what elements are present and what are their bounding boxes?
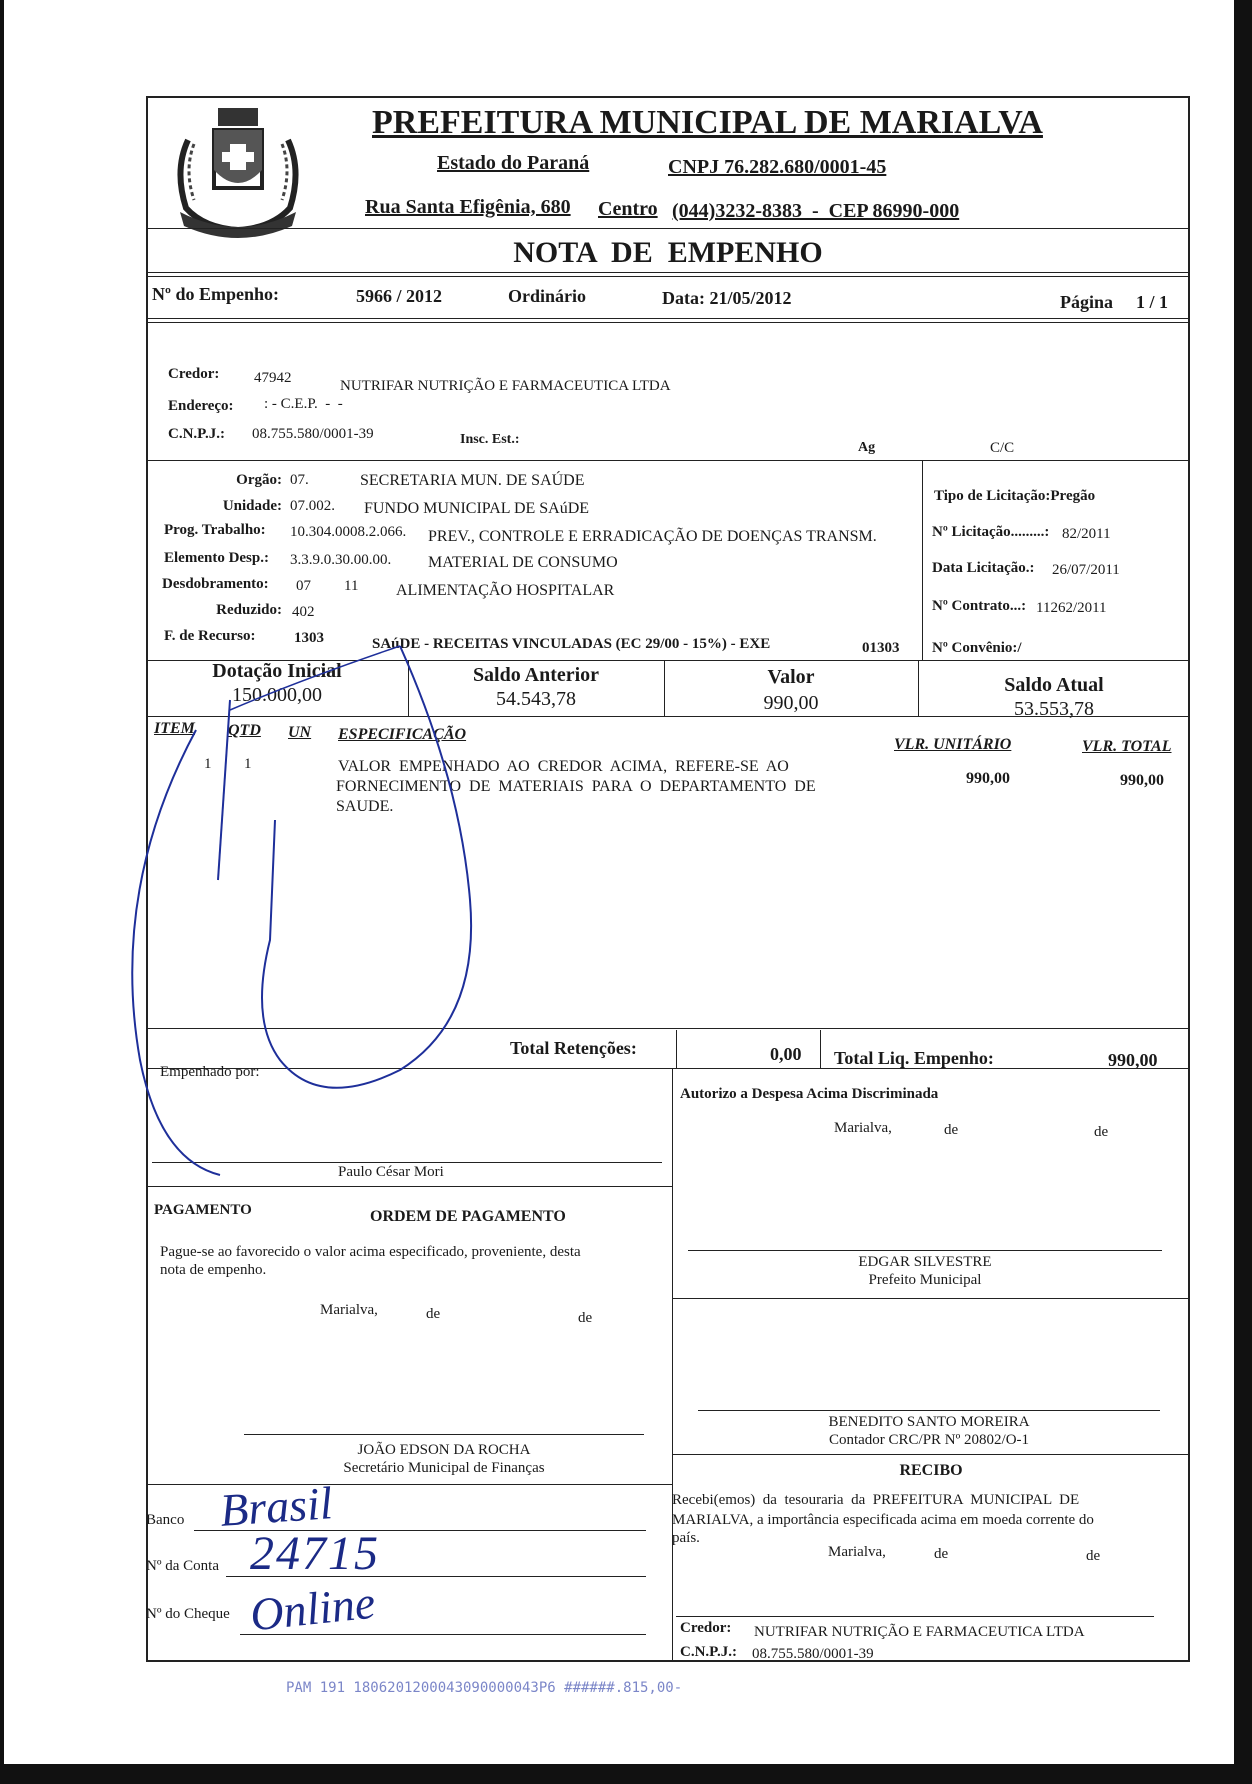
item-qtd: 1 (244, 756, 252, 772)
autorizo-de1: de (944, 1122, 959, 1138)
retencoes-value: 0,00 (770, 1044, 802, 1064)
signature-line (676, 1616, 1154, 1617)
col-item: ITEM (154, 720, 195, 737)
dotacao-label: Dotação Inicial (212, 660, 342, 682)
conta-handwritten: 24715 (250, 1527, 380, 1580)
recurso-value: SAúDE - RECEITAS VINCULADAS (EC 29/00 - 15%) - EXE (372, 636, 771, 652)
licitacao-data-label: Data Licitação.: (932, 560, 1035, 576)
divider (146, 460, 1190, 461)
saldo-anterior-value: 54.543,78 (496, 688, 576, 710)
recurso-label: F. de Recurso: (164, 628, 256, 644)
recibo-text2: MARIALVA, a importância especificada acima em moeda corrente do (672, 1512, 1094, 1528)
item-spec-line2: FORNECIMENTO DE MATERIAIS PARA O DEPARTAMENTO DE (336, 778, 816, 795)
endereco-label: Endereço: (168, 398, 234, 414)
coat-of-arms-icon (164, 100, 312, 240)
recibo-credor-label: Credor: (680, 1620, 732, 1636)
pagamento-place: Marialva, (320, 1302, 378, 1318)
divider (146, 318, 1190, 319)
desd-value: ALIMENTAÇÃO HOSPITALAR (396, 582, 615, 599)
contador-role: Contador CRC/PR Nº 20802/O-1 (828, 1432, 1030, 1448)
col-unit: VLR. UNITÁRIO (894, 736, 1012, 753)
cnpj-label: C.N.P.J.: (168, 426, 225, 442)
item-unit-price: 990,00 (966, 770, 1010, 787)
pagamento-text1: Pague-se ao favorecido o valor acima especificado, proveniente, desta (160, 1244, 581, 1260)
liq-empenho-value: 990,00 (1108, 1050, 1158, 1070)
empenhado-name: Paulo César Mori (338, 1164, 444, 1180)
recibo-text1: Recebi(emos) da tesouraria da PREFEITURA MUNICIPAL DE (672, 1492, 1080, 1508)
saldo-anterior-label: Saldo Anterior (472, 664, 600, 686)
empenho-type: Ordinário (508, 286, 587, 306)
reduzido-label: Reduzido: (216, 602, 282, 618)
elem-label: Elemento Desp.: (164, 550, 269, 566)
col-un: UN (288, 724, 312, 741)
recurso-code2: 01303 (862, 640, 900, 656)
pagamento-text2: nota de empenho. (160, 1262, 267, 1278)
page-number: 1 / 1 (1136, 292, 1169, 312)
cheque-label: Nº do Cheque (146, 1606, 230, 1622)
recibo-cnpj-value: 08.755.580/0001-39 (752, 1646, 874, 1662)
prog-value: PREV., CONTROLE E ERRADICAÇÃO DE DOENÇAS TRANSM. (428, 528, 877, 545)
saldo-atual-value: 53.553,78 (1014, 698, 1094, 720)
pagamento-de1: de (426, 1306, 441, 1322)
divider (672, 1298, 1190, 1299)
document-title: NOTA DE EMPENHO (513, 236, 823, 269)
saldo-atual-label: Saldo Atual (1004, 674, 1104, 696)
contrato-label: Nº Contrato...: (932, 598, 1027, 614)
signature-line (698, 1410, 1160, 1411)
col-total: VLR. TOTAL (1082, 738, 1172, 755)
divider (146, 272, 1190, 273)
autorizo-label: Autorizo a Despesa Acima Discriminada (680, 1086, 939, 1102)
pen-signature-stroke (100, 640, 520, 1180)
conta-label: Nº da Conta (146, 1558, 219, 1574)
empenhado-label: Empenhado por: (160, 1064, 260, 1080)
contrato-value: 11262/2011 (1036, 600, 1107, 616)
orgao-value: SECRETARIA MUN. DE SAÚDE (360, 472, 585, 489)
header-title: PREFEITURA MUNICIPAL DE MARIALVA (372, 104, 1043, 141)
recibo-label: RECIBO (899, 1462, 963, 1479)
page-label: Página (1060, 292, 1114, 312)
autorizo-signer-name: EDGAR SILVESTRE (858, 1254, 992, 1270)
credor-name: NUTRIFAR NUTRIÇÃO E FARMACEUTICA LTDA (340, 378, 671, 394)
desd-code2: 11 (344, 578, 359, 594)
orgao-label: Orgão: (236, 472, 282, 488)
licitacao-tipo: Tipo de Licitação:Pregão (934, 488, 1096, 504)
ag-label: Ag (858, 440, 876, 455)
prog-label: Prog. Trabalho: (164, 522, 266, 538)
autorizo-place: Marialva, (834, 1120, 892, 1136)
empenho-number: 5966 / 2012 (356, 286, 443, 306)
pagamento-signer-name: JOÃO EDSON DA ROCHA (357, 1442, 531, 1458)
header-phone-cep: (044)3232-8383 - CEP 86990-000 (672, 200, 960, 222)
ordem-pagamento: ORDEM DE PAGAMENTO (370, 1208, 566, 1225)
banco-label: Banco (146, 1512, 185, 1528)
divider-vertical (672, 1068, 673, 1662)
contador-name: BENEDITO SANTO MOREIRA (828, 1414, 1030, 1430)
empenho-date: Data: 21/05/2012 (662, 288, 792, 308)
header-street: Rua Santa Efigênia, 680 (365, 196, 571, 218)
recibo-cnpj-label: C.N.P.J.: (680, 1644, 737, 1660)
item-number: 1 (204, 756, 212, 772)
prog-code: 10.304.0008.2.066. (290, 524, 407, 540)
desd-code1: 07 (296, 578, 311, 594)
divider (672, 1454, 1190, 1455)
unidade-value: FUNDO MUNICIPAL DE SAúDE (364, 500, 590, 517)
unidade-label: Unidade: (222, 498, 282, 514)
autorizo-signer-role: Prefeito Municipal (868, 1272, 982, 1288)
credor-label-visible: Credor: (168, 366, 220, 382)
cnpj-value: 08.755.580/0001-39 (252, 426, 374, 442)
credor-code: 47942 (254, 370, 292, 386)
col-qtd: QTD (228, 722, 261, 739)
recibo-credor-name: NUTRIFAR NUTRIÇÃO E FARMACEUTICA LTDA (754, 1624, 1085, 1640)
signature-line (244, 1434, 644, 1435)
valor-label: Valor (767, 666, 815, 688)
item-spec-line1: VALOR EMPENHADO AO CREDOR ACIMA, REFERE-SE AO (338, 758, 789, 775)
divider (146, 322, 1190, 323)
orgao-code: 07. (290, 472, 309, 488)
divider (146, 1186, 672, 1187)
unidade-code: 07.002. (290, 498, 335, 514)
licitacao-data: 26/07/2011 (1052, 562, 1120, 578)
endereco-value: : - C.E.P. - - (264, 396, 343, 412)
convenio-label: Nº Convênio:/ (932, 640, 1022, 656)
divider-vertical (922, 460, 923, 660)
autorizo-de2: de (1094, 1124, 1109, 1140)
col-spec: ESPECIFICAÇÃO (338, 726, 467, 743)
recibo-de1: de (934, 1546, 949, 1562)
licitacao-numero-label: Nº Licitação.........: (932, 524, 1050, 540)
liq-empenho-label: Total Liq. Empenho: (834, 1048, 994, 1068)
recibo-text3: país. (672, 1530, 700, 1546)
header-state: Estado do Paraná (437, 152, 590, 174)
divider-vertical (676, 1030, 677, 1068)
elem-value: MATERIAL DE CONSUMO (428, 554, 618, 571)
item-spec-line3: SAUDE. (336, 798, 394, 815)
signature-line (688, 1250, 1162, 1251)
header-cnpj: CNPJ 76.282.680/0001-45 (668, 156, 887, 178)
divider-vertical (820, 1030, 821, 1068)
insc-label: Insc. Est.: (460, 432, 520, 447)
divider (146, 276, 1190, 277)
recurso-code: 1303 (294, 630, 324, 646)
recibo-de2: de (1086, 1548, 1101, 1564)
retencoes-label: Total Retenções: (510, 1038, 637, 1058)
reduzido-value: 402 (292, 604, 315, 620)
empenho-label: Nº do Empenho: (152, 284, 279, 304)
pagamento-de2: de (578, 1310, 593, 1326)
desd-label: Desdobramento: (162, 576, 269, 592)
elem-code: 3.3.9.0.30.00.00. (290, 552, 392, 568)
licitacao-numero: 82/2011 (1062, 526, 1111, 542)
dotacao-value: 150.000,00 (232, 684, 322, 706)
pagamento-label: PAGAMENTO (154, 1202, 252, 1218)
banco-handwritten: Brasil (218, 1477, 335, 1536)
pagamento-signer-role: Secretário Municipal de Finanças (343, 1460, 545, 1476)
cheque-handwritten: Online (247, 1576, 378, 1641)
valor-value: 990,00 (763, 692, 819, 714)
recibo-place: Marialva, (828, 1544, 886, 1560)
header-district: Centro (598, 198, 658, 220)
item-total-price: 990,00 (1120, 772, 1164, 789)
cc-label: C/C (990, 440, 1015, 456)
footer-code: PAM 191 1806201200043090000043P6 ######.815,00- (286, 1680, 683, 1696)
divider (146, 228, 1190, 229)
